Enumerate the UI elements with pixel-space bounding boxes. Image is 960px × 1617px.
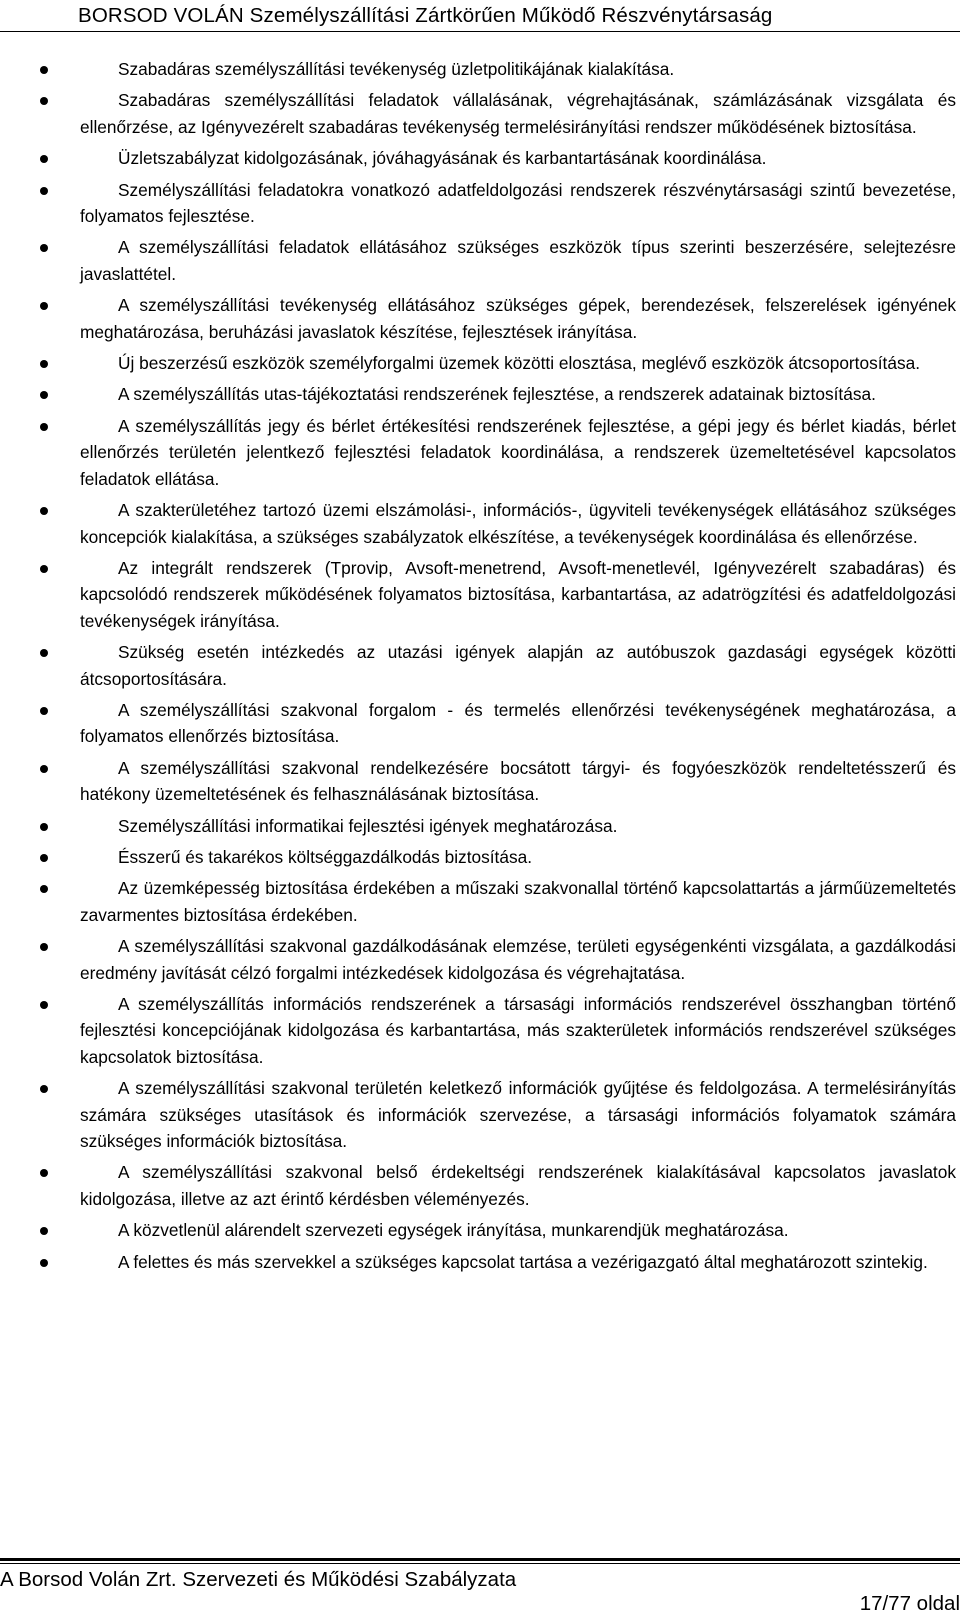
list-item	[80, 1249, 956, 1275]
list-item-text: A szakterületéhez tartozó üzemi elszámolási-, információs-, ügyviteli tevékenységek ellátásához szükséges koncepciók kialakítása, a szükséges szabályzatok elkészítése, a tevékenységek koordinálása és ellenőrzése.	[80, 500, 956, 547]
list-item-text: A személyszállítás utas-tájékoztatási rendszerének fejlesztése, a rendszerek adatainak biztosítása.	[118, 384, 876, 405]
list-item-text: A személyszállítási szakvonal gazdálkodásának elemzése, területi egységenkénti vizsgálata, a gazdálkodási eredmény javítását célzó forgalmi intézkedések kidolgozása és végrehajtatása.	[80, 936, 956, 983]
list-item-text: A közvetlenül alárendelt szervezeti egységek irányítása, munkarendjük meghatározása.	[118, 1220, 789, 1241]
bullet-icon	[40, 507, 48, 515]
bullet-icon	[40, 391, 48, 399]
list-item	[80, 755, 956, 808]
header-title: BORSOD VOLÁN Személyszállítási Zártkörűen Működő Részvénytársaság	[78, 4, 773, 27]
list-item	[80, 234, 956, 287]
bullet-icon	[40, 854, 48, 862]
list-item	[80, 697, 956, 750]
bullet-icon	[40, 649, 48, 657]
bullet-icon	[40, 187, 48, 195]
bullet-icon	[40, 1259, 48, 1267]
list-item-text: A személyszállítási szakvonal területén keletkező információk gyűjtése és feldolgozása. A termelésirányítás számára szükséges utasítások és információk szervezése, a társasági információs folyamatok számára szükséges információk biztosítása.	[80, 1078, 956, 1152]
bullet-icon	[40, 423, 48, 431]
bullet-icon	[40, 1169, 48, 1177]
list-item-text: Új beszerzésű eszközök személyforgalmi üzemek közötti elosztása, meglévő eszközök átcsoportosítása.	[118, 353, 921, 374]
list-item	[80, 933, 956, 986]
bullet-icon	[40, 707, 48, 715]
list-item-text: A személyszállítási szakvonal rendelkezésére bocsátott tárgyi- és fogyóeszközök rendeltetésszerű és hatékony üzemeltetésének és felhasználásának biztosítása.	[80, 757, 956, 805]
list-item	[80, 813, 956, 839]
list-item-text: A személyszállítási szakvonal forgalom - és termelés ellenőrzési tevékenységének meghatározása, a folyamatos ellenőrzés biztosítása.	[80, 699, 956, 747]
footer-divider-thin	[0, 1563, 960, 1564]
list-item	[80, 87, 956, 140]
bullet-icon	[40, 885, 48, 893]
list-item-text: A felettes és más szervekkel a szükséges kapcsolat tartása a vezérigazgató által meghatározott szintekig.	[118, 1251, 928, 1272]
page-header	[0, 0, 960, 32]
list-item	[80, 497, 956, 550]
list-item	[80, 1159, 956, 1212]
list-item-text: Az üzemképesség biztosítása érdekében a műszaki szakvonallal történő kapcsolattartás a járműüzemeltetés zavarmentes biztosítása érdekében.	[80, 878, 956, 925]
list-item	[80, 413, 956, 492]
list-item-text: A személyszállítási tevékenység ellátásához szükséges gépek, berendezések, felszerelések igényének meghatározása, beruházási javaslatok készítése, fejlesztések irányítása.	[80, 295, 956, 342]
bullet-icon	[40, 66, 48, 74]
list-item	[80, 555, 956, 634]
task-list	[80, 56, 956, 1275]
footer-title: A Borsod Volán Zrt. Szervezeti és Működési Szabályzata	[0, 1568, 517, 1591]
bullet-icon	[40, 765, 48, 773]
list-item	[80, 844, 956, 870]
page-number: 17/77 oldal	[859, 1592, 960, 1615]
bullet-icon	[40, 565, 48, 573]
bullet-icon	[40, 943, 48, 951]
list-item	[80, 177, 956, 230]
list-item-text: Személyszállítási feladatokra vonatkozó adatfeldolgozási rendszerek részvénytársasági szintű bevezetése, folyamatos fejlesztése.	[80, 179, 956, 227]
list-item	[80, 145, 956, 171]
list-item	[80, 991, 956, 1070]
bullet-icon	[40, 155, 48, 163]
bullet-icon	[40, 823, 48, 831]
list-item-text: Szabadáras személyszállítási feladatok vállalásának, végrehajtásának, számlázásának vizsgálata és ellenőrzése, az Igényvezérelt szabadáras tevékenység termelésirányítási rendszer működésének biztosítása.	[80, 90, 956, 137]
list-item	[80, 1217, 956, 1243]
list-item	[80, 56, 956, 82]
bullet-icon	[40, 1001, 48, 1009]
footer-divider	[0, 1558, 960, 1561]
bullet-icon	[40, 1085, 48, 1093]
bullet-icon	[40, 360, 48, 368]
bullet-icon	[40, 1227, 48, 1235]
list-item-text: A személyszállítás jegy és bérlet értékesítési rendszerének fejlesztése, a gépi jegy és bérlet kiadás, bérlet ellenőrzés területén jelentkező fejlesztési feladatok koordinálása, a rendszerek üzemeltetésével kapcsolatos feladatok ellátása.	[80, 415, 956, 489]
list-item-text: Ésszerű és takarékos költséggazdálkodás biztosítása.	[118, 846, 533, 867]
bullet-icon	[40, 302, 48, 310]
list-item	[80, 1075, 956, 1154]
list-item	[80, 639, 956, 692]
list-item-text: Szükség esetén intézkedés az utazási igények alapján az autóbuszok gazdasági egységek közötti átcsoportosítására.	[80, 642, 956, 689]
list-item-text: A személyszállítás információs rendszerének a társasági információs rendszerével összhangban történő fejlesztési koncepciójának kidolgozása és karbantartása, más szakterületek információs rendszerével szükséges kapcsolatok biztosítása.	[80, 994, 956, 1067]
list-item-text: A személyszállítási feladatok ellátásához szükséges eszközök típus szerinti beszerzésére, selejtezésre javaslattétel.	[80, 237, 956, 284]
list-item-text: Az integrált rendszerek (Tprovip, Avsoft-menetrend, Avsoft-menetlevél, Igényvezérelt szabadáras) és kapcsolódó rendszerek működésének folyamatos biztosítása, karbantartása, az adatrögzítési és adatfeldolgozási tevékenységek irányítása.	[80, 557, 956, 631]
list-item	[80, 875, 956, 928]
list-item-text: A személyszállítási szakvonal belső érdekeltségi rendszerének kialakításával kapcsolatos javaslatok kidolgozása, illetve az azt érintő kérdésben véleményezés.	[80, 1162, 956, 1209]
list-item-text: Személyszállítási informatikai fejlesztési igények meghatározása.	[118, 815, 618, 836]
list-item	[80, 292, 956, 345]
list-item	[80, 350, 956, 376]
list-item-text: Szabadáras személyszállítási tevékenység üzletpolitikájának kialakítása.	[118, 59, 675, 79]
list-item-text: Üzletszabályzat kidolgozásának, jóváhagyásának és karbantartásának koordinálása.	[118, 148, 767, 169]
document-body	[80, 56, 956, 1280]
bullet-icon	[40, 244, 48, 252]
bullet-icon	[40, 97, 48, 105]
list-item	[80, 381, 956, 407]
